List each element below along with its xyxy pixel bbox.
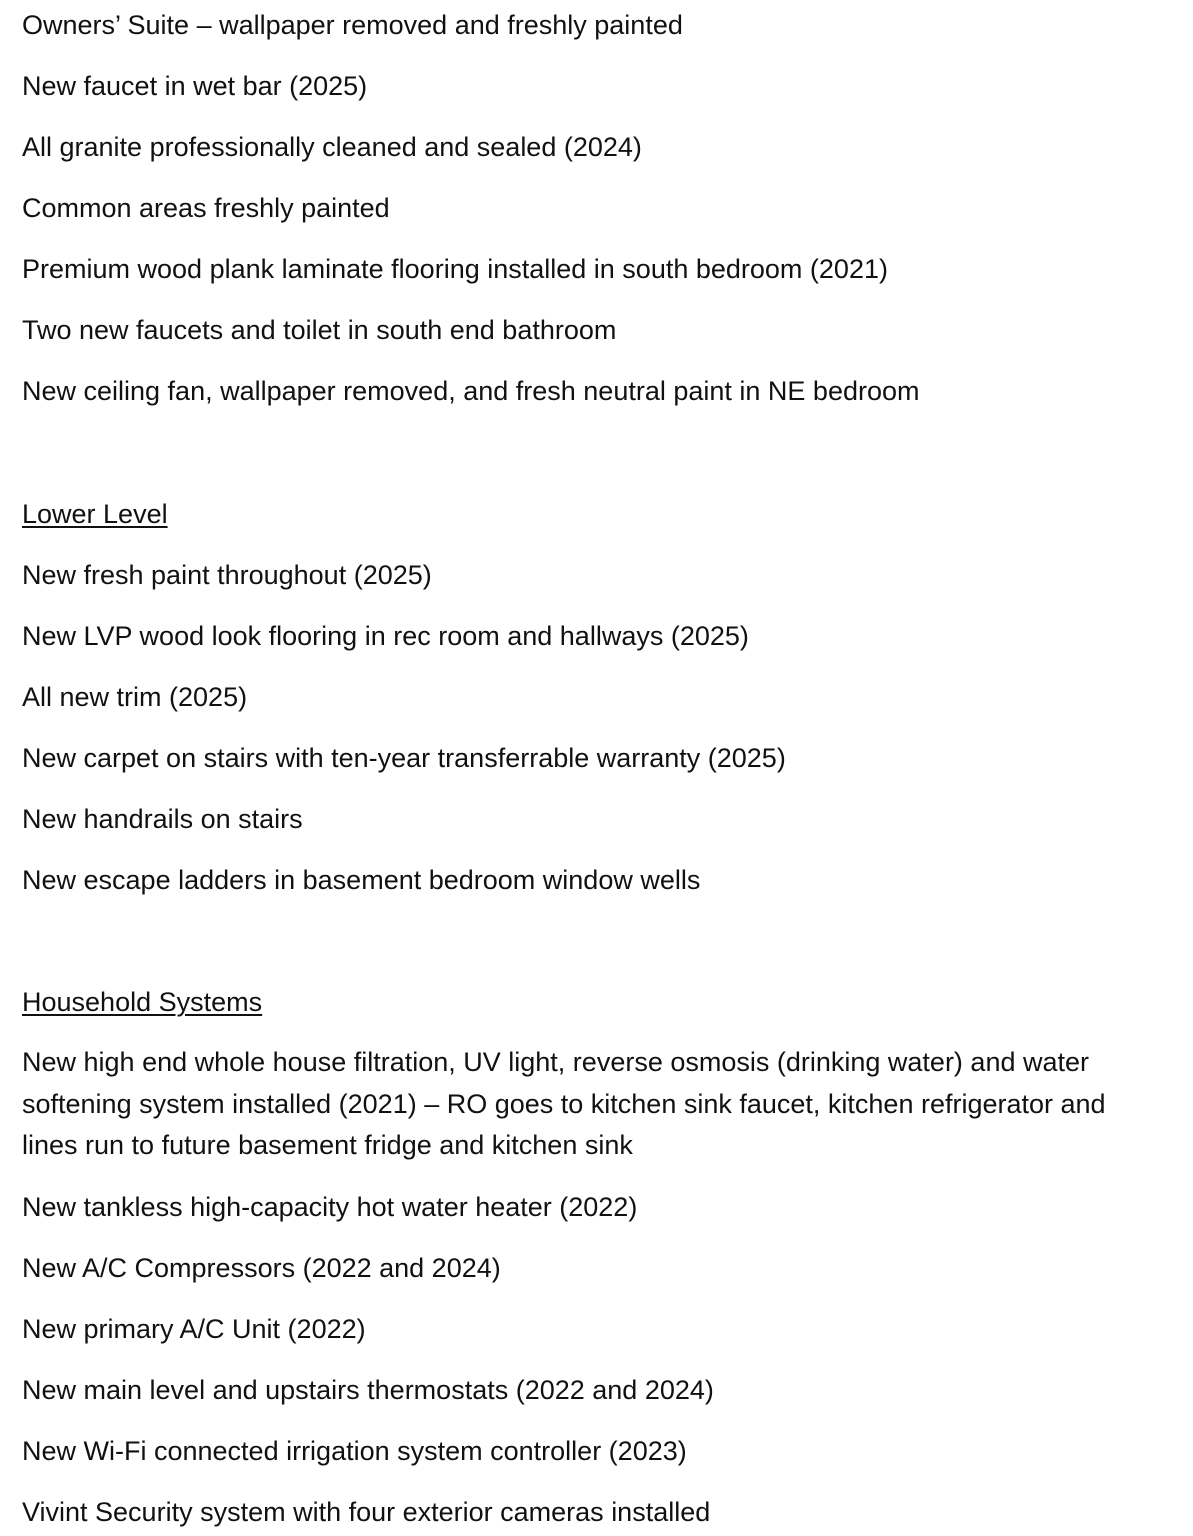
list-item: New handrails on stairs bbox=[22, 804, 303, 834]
list-item: New escape ladders in basement bedroom window wells bbox=[22, 865, 701, 895]
list-item: New tankless high-capacity hot water heater (2022) bbox=[22, 1192, 638, 1222]
section-heading-household-systems: Household Systems bbox=[22, 987, 263, 1017]
list-item: All new trim (2025) bbox=[22, 682, 248, 712]
list-item: Premium wood plank laminate flooring installed in south bedroom (2021) bbox=[22, 254, 888, 284]
list-item: Common areas freshly painted bbox=[22, 193, 390, 223]
list-item: New Wi-Fi connected irrigation system controller (2023) bbox=[22, 1436, 687, 1466]
list-item: New faucet in wet bar (2025) bbox=[22, 71, 368, 101]
list-item-paragraph: New high end whole house filtration, UV light, reverse osmosis (drinking water) and water softening system installed (2021) – RO goes to kitchen sink faucet, kitchen refrigerator and lines run to future basement fridge and kitchen sink bbox=[22, 1047, 1106, 1160]
list-item: Two new faucets and toilet in south end bathroom bbox=[22, 315, 617, 345]
list-item: New primary A/C Unit (2022) bbox=[22, 1314, 366, 1344]
list-item: New main level and upstairs thermostats (2022 and 2024) bbox=[22, 1375, 714, 1405]
list-item: New fresh paint throughout (2025) bbox=[22, 560, 432, 590]
list-item: Owners’ Suite – wallpaper removed and freshly painted bbox=[22, 10, 683, 40]
list-item: New LVP wood look flooring in rec room and hallways (2025) bbox=[22, 621, 749, 651]
list-item: New carpet on stairs with ten-year transferrable warranty (2025) bbox=[22, 743, 786, 773]
list-item: All granite professionally cleaned and sealed (2024) bbox=[22, 132, 642, 162]
list-item: Vivint Security system with four exterior cameras installed bbox=[22, 1497, 711, 1527]
list-item: New A/C Compressors (2022 and 2024) bbox=[22, 1253, 501, 1283]
section-heading-lower-level: Lower Level bbox=[22, 499, 168, 529]
list-item: New ceiling fan, wallpaper removed, and fresh neutral paint in NE bedroom bbox=[22, 376, 920, 406]
